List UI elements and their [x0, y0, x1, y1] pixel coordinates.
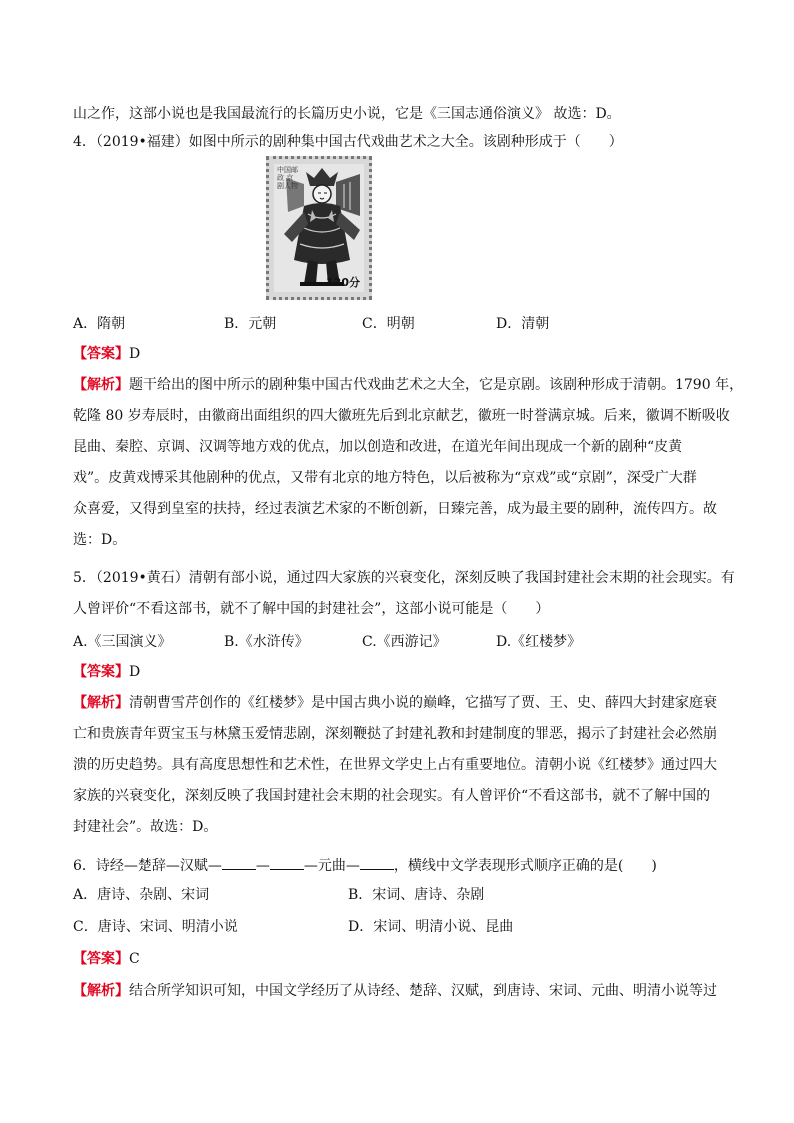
q5-stem-line: 5．（2019•黄石）清朝有部小说，通过四大家族的兴衰变化，深刻反映了我国封建社会末期的社会现实。有 [73, 570, 735, 586]
q6-option-c: C．唐诗、宋词、明清小说 [73, 919, 238, 935]
analysis-line: 昆曲、秦腔、京调、汉调等地方戏的优点，加以创造和改进，在道光年间出现成一个新的剧种“皮黄 [73, 439, 683, 455]
analysis-line: 家族的兴衰变化，深刻反映了我国封建社会末期的社会现实。有人曾评价“不看这部书，就不了解中国的 [73, 788, 711, 804]
q5-stem [73, 563, 735, 625]
answer-label: 【答案】 [73, 346, 129, 362]
q5-stem-line: 人曾评价“不看这部书，就不了解中国的封建社会”，这部小说可能是（ ） [73, 601, 550, 617]
analysis-line [73, 688, 723, 719]
q5-analysis [73, 688, 723, 843]
q6-stem-part: ，横线中文学表现形式顺序正确的是( ) [393, 858, 657, 874]
q6-option-a: A．唐诗、杂剧、宋词 [73, 887, 210, 903]
analysis-line: 选：D。 [73, 532, 127, 548]
analysis-text: 题干给出的图中所示的剧种集中国古代戏曲艺术之大全，它是京剧。该剧种形成于清朝。1790 年， [129, 377, 744, 393]
q6-stem-part: — [255, 858, 270, 874]
analysis-line [73, 370, 744, 401]
q6-option-d: D．宋词、明清小说、昆曲 [348, 919, 514, 935]
analysis-line: 溃的历史趋势。具有高度思想性和艺术性，在世界文学史上占有重要地位。清朝小说《红楼梦》通过四大 [73, 757, 717, 773]
peking-opera-stamp-image [266, 156, 372, 300]
q6-analysis [73, 976, 723, 1007]
analysis-text: 结合所学知识可知，中国文学经历了从诗经、楚辞、汉赋，到唐诗、宋词、元曲、明清小说等过 [129, 983, 717, 999]
q4-analysis [73, 370, 744, 556]
answer-value: D [129, 664, 141, 680]
fill-blank [360, 855, 394, 870]
analysis-line: 亡和贵族青年贾宝玉与林黛玉爱情悲剧，深刻鞭挞了封建礼教和封建制度的罪恶，揭示了封建社会必然崩 [73, 726, 717, 742]
q6-stem-part: —元曲— [303, 858, 360, 874]
answer-value: C [129, 951, 140, 967]
fill-blank [222, 855, 256, 870]
q5-option-b: B.《水浒传》 [224, 634, 309, 650]
q6-stem-part: 6．诗经—楚辞—汉赋— [73, 858, 222, 874]
q5-option-c: C.《西游记》 [362, 634, 447, 650]
stamp-caption: 中国邮政 京剧人物 [277, 166, 298, 190]
q4-answer [73, 344, 140, 364]
stamp-artwork [274, 164, 364, 292]
analysis-line [73, 976, 723, 1007]
answer-label: 【答案】 [73, 664, 129, 680]
answer-label: 【答案】 [73, 951, 129, 967]
stamp-denomination: 120分 [326, 276, 360, 289]
analysis-line: 封建社会”。故选：D。 [73, 819, 218, 835]
q5-option-a: A.《三国演义》 [73, 634, 172, 650]
q4-option-b: B．元朝 [224, 316, 277, 332]
q4-option-a: A．隋朝 [73, 316, 126, 332]
q4-option-c: C．明朝 [362, 316, 415, 332]
analysis-line: 众喜爱，又得到皇室的扶持，经过表演艺术家的不断创新，日臻完善，成为最主要的剧种，流传四方。故 [73, 501, 717, 517]
answer-value: D [129, 346, 141, 362]
q4-option-d: D．清朝 [496, 316, 550, 332]
q6-answer [73, 949, 140, 969]
q5-answer [73, 662, 140, 682]
analysis-label: 【解析】 [73, 983, 129, 999]
analysis-line: 乾隆 80 岁寿辰时，由徽商出面组织的四大徽班先后到北京献艺，徽班一时誉满京城。后来，徽调不断吸收 [73, 408, 730, 424]
analysis-label: 【解析】 [73, 377, 129, 393]
q6-stem [73, 855, 657, 876]
q6-option-b: B．宋词、唐诗、杂剧 [348, 887, 485, 903]
q4-stem: 4．（2019•福建）如图中所示的剧种集中国古代戏曲艺术之大全。该剧种形成于（ ） [73, 134, 623, 150]
fill-blank [270, 855, 304, 870]
q5-option-d: D.《红楼梦》 [496, 634, 582, 650]
analysis-label: 【解析】 [73, 695, 129, 711]
analysis-text: 清朝曹雪芹创作的《红楼梦》是中国古典小说的巅峰，它描写了贾、王、史、薛四大封建家庭衰 [129, 695, 717, 711]
intro-line: 山之作，这部小说也是我国最流行的长篇历史小说，它是《三国志通俗演义》 故选：D。 [73, 106, 621, 122]
analysis-line: 戏”。皮黄戏博采其他剧种的优点，又带有北京的地方特色，以后被称为“京戏”或“京剧”，深受广大群 [73, 470, 697, 486]
